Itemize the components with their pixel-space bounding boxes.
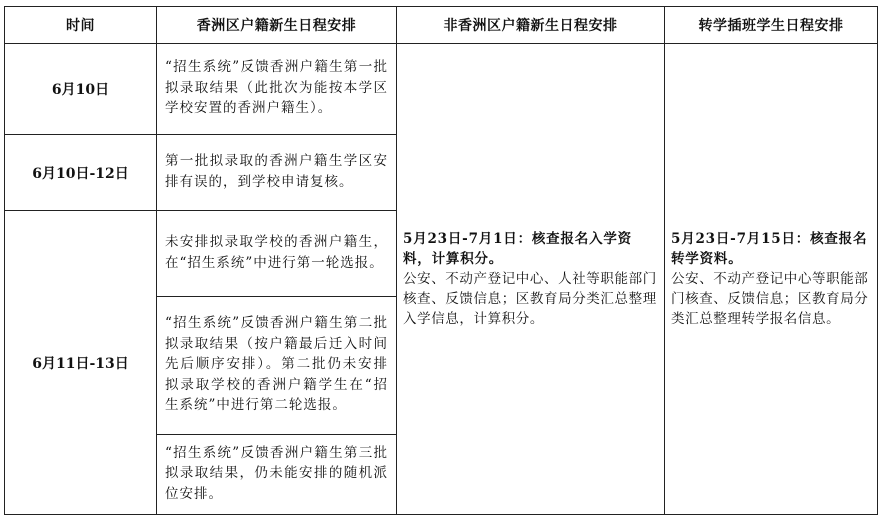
xiangzhou-item: 第一批拟录取的香洲户籍生学区安排有误的，到学校申请复核。 <box>157 135 397 211</box>
date-cell: 6月10日 <box>5 44 157 135</box>
xiangzhou-item: “招生系统”反馈香洲户籍生第一批拟录取结果（此批次为能按本学区学校安置的香洲户籍生）。 <box>157 44 397 135</box>
transfer-cell <box>665 44 878 515</box>
xiangzhou-item: “招生系统”反馈香洲户籍生第二批拟录取结果（按户籍最后迁入时间先后顺序安排）。第二批仍未安排拟录取学校的香洲户籍学生在“招生系统”中进行第二轮选报。 <box>157 297 397 435</box>
date-cell: 6月11日-13日 <box>5 211 157 515</box>
schedule-table <box>4 6 878 515</box>
xiangzhou-item: 未安排拟录取学校的香洲户籍生，在“招生系统”中进行第一轮选报。 <box>157 211 397 297</box>
transfer-text: 公安、不动产登记中心等职能部门核查、反馈信息；区教育局分类汇总整理转学报名信息。 <box>671 271 869 327</box>
header-row <box>5 7 878 44</box>
transfer-bold: 5月23日-7月15日：核查报名转学资料。 <box>671 231 868 267</box>
header-transfer: 转学插班学生日程安排 <box>665 7 878 44</box>
header-xiangzhou: 香洲区户籍新生日程安排 <box>157 7 397 44</box>
non-xiangzhou-cell <box>397 44 665 515</box>
header-non-xiangzhou: 非香洲区户籍新生日程安排 <box>397 7 665 44</box>
xiangzhou-item: “招生系统”反馈香洲户籍生第三批拟录取结果，仍未能安排的随机派位安排。 <box>157 435 397 515</box>
header-time: 时间 <box>5 7 157 44</box>
non-xiangzhou-text: 公安、不动产登记中心、人社等职能部门核查、反馈信息；区教育局分类汇总整理入学信息，计算积分。 <box>403 271 657 327</box>
table-row <box>5 44 878 135</box>
date-cell: 6月10日-12日 <box>5 135 157 211</box>
non-xiangzhou-bold: 5月23日-7月1日：核查报名入学资料，计算积分。 <box>403 231 632 267</box>
